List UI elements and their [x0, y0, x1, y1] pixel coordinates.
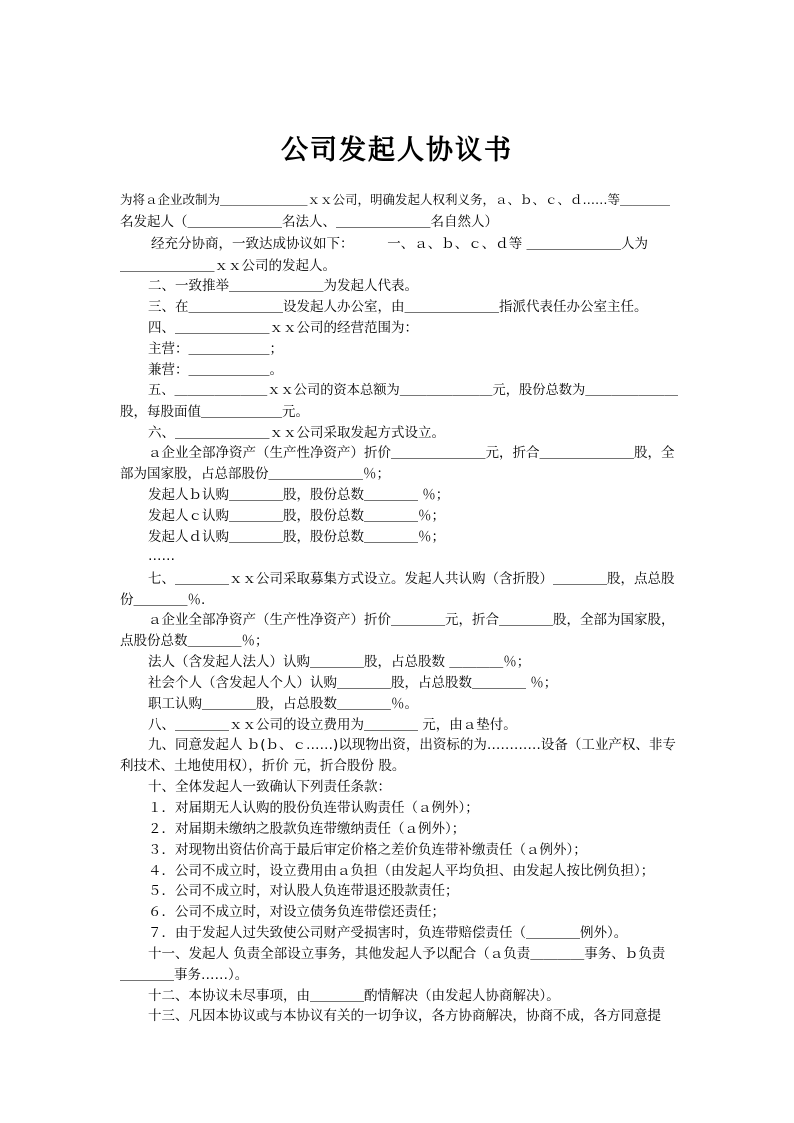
paragraph-line: 发起人ｄ认购＿＿＿＿股，股份总数＿＿＿＿％；	[148, 529, 445, 545]
paragraph-line: 十、全体发起人一致确认下列责任条款：	[148, 779, 391, 795]
document-title: 公司发起人协议书	[281, 135, 513, 166]
paragraph-line: 法人（含发起人法人）认购＿＿＿＿股，占总股数 ＿＿＿＿％；	[148, 654, 531, 670]
paragraph-line: 发起人ｂ认购＿＿＿＿股，股份总数＿＿＿＿ ％；	[148, 487, 450, 503]
paragraph-line: ４．公司不成立时，设立费用由ａ负担（由发起人平均负担、由发起人按比例负担）；	[148, 863, 655, 879]
paragraph-line: 股，每股面值＿＿＿＿＿＿元。	[120, 404, 309, 420]
paragraph-line: 点股份总数＿＿＿＿％；	[120, 633, 269, 649]
paragraph-line: 职工认购＿＿＿＿股，占总股数＿＿＿＿％。	[148, 696, 418, 712]
paragraph-line: 发起人ｃ认购＿＿＿＿股，股份总数＿＿＿＿％；	[148, 508, 445, 524]
paragraph-line: 份＿＿＿＿％.	[120, 592, 206, 608]
paragraph-line: ａ企业全部净资产（生产性净资产）折价＿＿＿＿元，折合＿＿＿＿股，全部为国家股，	[148, 612, 675, 628]
paragraph-line: 七、＿＿＿＿ｘｘ公司采取募集方式设立。发起人共认购（含折股）＿＿＿＿股，点总股	[148, 571, 675, 587]
paragraph-line: 九、同意发起人 ｂ(ｂ、ｃ……)以现物出资，出资标的为…………设备（工业产权、非专	[148, 737, 676, 753]
paragraph-line: ……	[148, 548, 175, 564]
paragraph-line: ６．公司不成立时，对设立债务负连带偿还责任；	[148, 904, 445, 920]
paragraph-line: 名发起人（＿＿＿＿＿＿＿名法人、＿＿＿＿＿＿＿名自然人）	[120, 214, 498, 230]
paragraph-line: 十三、凡因本协议或与本协议有关的一切争议，各方协商解决，协商不成，各方同意提	[148, 1008, 661, 1024]
paragraph-line: 经充分协商，一致达成协议如下： 一、ａ、ｂ、ｃ、ｄ等 ＿＿＿＿＿＿＿人为	[151, 236, 649, 252]
paragraph-line: 二、一致推举＿＿＿＿＿＿＿为发起人代表。	[148, 278, 418, 294]
paragraph-line: ａ企业全部净资产（生产性净资产）折价＿＿＿＿＿＿＿元，折合＿＿＿＿＿＿＿股，全	[148, 445, 675, 461]
paragraph-line: 兼营：＿＿＿＿＿＿。	[148, 362, 283, 378]
paragraph-line: ３．对现物出资估价高于最后审定价格之差价负连带补缴责任（ａ例外）；	[148, 842, 587, 858]
paragraph-line: 利技术、土地使用权），折价 元，折合股份 股。	[120, 758, 406, 774]
paragraph-line: 三、在＿＿＿＿＿＿＿设发起人办公室，由＿＿＿＿＿＿＿指派代表任办公室主任。	[148, 299, 648, 315]
paragraph-line: 十一、发起人 负责全部设立事务，其他发起人予以配合（ａ负责＿＿＿＿事务、ｂ负责	[148, 946, 666, 962]
paragraph-line: 五、＿＿＿＿＿＿＿ｘｘ公司的资本总额为＿＿＿＿＿＿＿元，股份总数为＿＿＿＿＿＿＿	[148, 383, 679, 398]
paragraph-line: 六、＿＿＿＿＿＿＿ｘｘ公司采取发起方式设立。	[148, 425, 445, 441]
paragraph-line: 四、＿＿＿＿＿＿＿ｘｘ公司的经营范围为：	[148, 320, 418, 336]
paragraph-line: 主营：＿＿＿＿＿＿；	[148, 341, 283, 357]
paragraph-line: 为将ａ企业改制为＿＿＿＿＿＿＿ｘｘ公司，明确发起人权利义务，ａ、ｂ、ｃ、ｄ……等＿＿＿＿	[120, 192, 671, 207]
paragraph-line: 部为国家股，占总部股份＿＿＿＿＿＿＿％；	[120, 466, 390, 482]
paragraph-line: ２．对届期未缴纳之股款负连带缴纳责任（ａ例外）；	[148, 821, 466, 837]
paragraph-line: 社会个人（含发起人个人）认购＿＿＿＿股，占总股数＿＿＿＿ ％；	[148, 675, 558, 691]
paragraph-line: ５．公司不成立时，对认股人负连带退还股款责任；	[148, 883, 459, 899]
paragraph-line: ７．由于发起人过失致使公司财产受损害时，负连带赔偿责任（＿＿＿＿例外）。	[148, 925, 628, 941]
paragraph-line: ＿＿＿＿事务……）。	[120, 967, 249, 983]
paragraph-line: ＿＿＿＿＿＿＿ｘｘ公司的发起人。	[120, 258, 336, 274]
paragraph-line: 八、＿＿＿＿ｘｘ公司的设立费用为＿＿＿＿ 元，由ａ垫付。	[148, 717, 517, 733]
paragraph-line: 十二、本协议未尽事项，由＿＿＿＿酌情解决（由发起人协商解决）。	[148, 988, 560, 1004]
paragraph-line: １．对届期无人认购的股份负连带认购责任（ａ例外）；	[148, 800, 479, 816]
